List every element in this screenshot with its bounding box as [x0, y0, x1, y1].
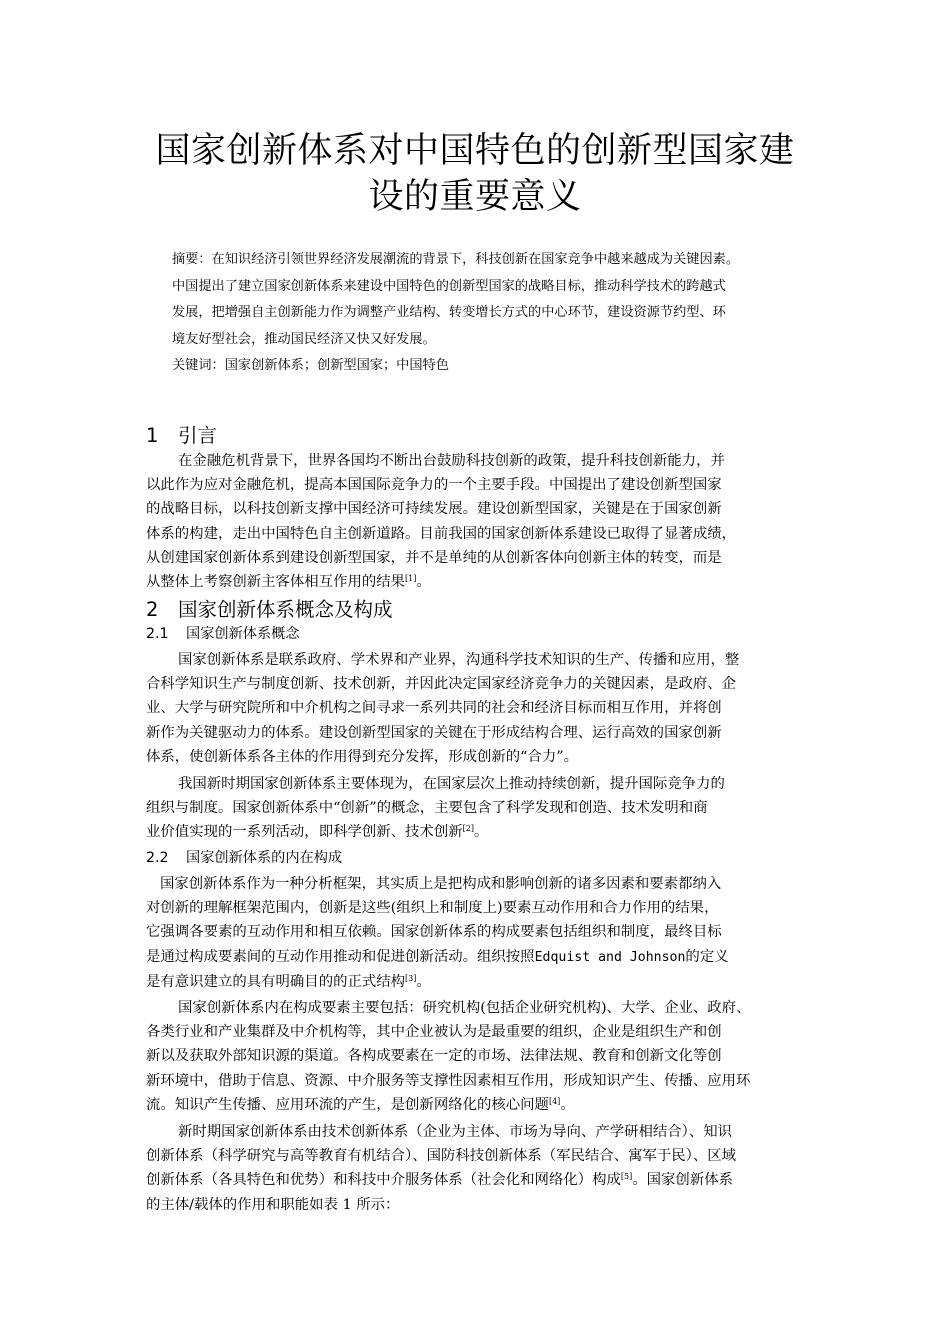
citation-ref: [2] — [462, 824, 474, 834]
text-line: 国家创新体系是联系政府、学术界和产业界，沟通科学技术知识的生产、传播和应用，整 — [178, 652, 740, 668]
text-line: 体系的构建，走出中国特色自主创新道路。目前我国的国家创新体系建设已取得了显著成绩， — [146, 525, 737, 542]
text-run: 业价值实现的一系列活动，即科学创新、技术创新 — [146, 824, 463, 841]
text-line: 对创新的理解框架范围内，创新是这些(组织上和制度上)要素互动作用和合力作用的结果， — [146, 900, 719, 917]
text-line — [146, 820, 810, 844]
text-line: 我国新时期国家创新体系主要体现为，在国家层次上推动持续创新，提升国际竞争力的 — [178, 776, 725, 792]
subsection-2-1-paragraph-2 — [146, 772, 810, 845]
keywords: 关键词：国家创新体系；创新型国家；中国特色 — [172, 358, 449, 373]
abstract-line: 境友好型社会，推动国民经济又快又好发展。 — [172, 331, 436, 347]
citation-ref: [3] — [405, 973, 417, 983]
text-run: 是通过构成要素间的互动作用推动和促进创新活动。组织按照 — [146, 948, 535, 965]
text-run: 。 — [473, 824, 489, 841]
text-line — [146, 945, 810, 970]
subsection-2-1-paragraph-1 — [146, 648, 810, 769]
text-line: 业、大学与研究院所和中介机构之间寻求一系列共同的社会和经济目标而相互作用，并将创 — [146, 700, 722, 717]
text-run: 是有意识建立的具有明确目的的正式结构 — [146, 973, 406, 990]
text-run: 。 — [416, 574, 431, 591]
citation-ref: [5] — [620, 1172, 633, 1182]
citation-ref: [1] — [405, 574, 417, 584]
section-1-paragraph — [146, 449, 810, 594]
section-1-heading — [146, 423, 217, 449]
subsection-title: 国家创新体系概念 — [186, 626, 300, 642]
text-run: 的定义 — [685, 948, 729, 965]
subsection-title: 国家创新体系的内在构成 — [186, 850, 343, 866]
text-line — [146, 970, 810, 994]
abstract-line: 发展，把增强自主创新能力作为调整产业结构、转变增长方式的中心环节，建设资源节约型、环 — [172, 305, 726, 320]
text-line — [146, 1168, 810, 1192]
text-line: 的主体/载体的作用和职能如表 1 所示： — [146, 1196, 400, 1213]
citation-ref: [4] — [548, 1096, 561, 1106]
subsection-2-2-heading — [146, 848, 342, 868]
text-line: 新作为关键驱动力的体系。建设创新型国家的关键在于形成结构合理、运行高效的国家创新 — [146, 724, 722, 741]
section-title: 引言 — [178, 424, 218, 447]
text-line: 体系，使创新体系各主体的作用得到充分发挥，形成创新的“合力”。 — [146, 748, 579, 765]
subsection-number: 2.1 — [146, 626, 169, 642]
text-run: 。 — [416, 973, 431, 990]
author-names: Edquist and Johnson — [534, 949, 686, 965]
section-2-heading — [146, 597, 393, 623]
section-number: 1 — [146, 424, 159, 447]
subsection-number: 2.2 — [146, 850, 169, 866]
text-line: 组织与制度。国家创新体系中“创新”的概念，主要包含了科学发现和创造、技术发明和商 — [146, 800, 708, 817]
text-line: 从创建国家创新体系到建设创新型国家，并不是单纯的从创新客体向创新主体的转变，而是 — [146, 549, 722, 566]
subsection-2-2-paragraph-3 — [146, 1120, 810, 1217]
text-run: 。国家创新体系 — [632, 1172, 733, 1189]
text-line — [146, 570, 810, 594]
abstract-line: 中国提出了建立国家创新体系来建设中国特色的创新型国家的战略目标，推动科学技术的跨越式 — [172, 278, 726, 294]
text-line: 它强调各要素的互动作用和相互依赖。国家创新体系的构成要素包括组织和制度，最终目标 — [146, 924, 722, 941]
text-run: 创新体系（各具特色和优势）和科技中介服务体系（社会化和网络化）构成 — [146, 1172, 621, 1189]
text-line: 合科学知识生产与制度创新、技术创新，并因此决定国家经济竞争力的关键因素，是政府、企 — [146, 676, 737, 693]
text-line: 国家创新体系内在构成要素主要包括：研究机构(包括企业研究机构)、大学、企业、政府、 — [178, 1000, 751, 1016]
text-line — [146, 1093, 810, 1117]
text-line: 在金融危机背景下，世界各国均不断出台鼓励科技创新的政策，提升科技创新能力，并 — [178, 453, 725, 469]
subsection-2-2-paragraph-1 — [146, 872, 810, 994]
document-title-line-2: 设的重要意义 — [368, 177, 582, 217]
subsection-2-2-paragraph-2 — [146, 996, 810, 1117]
document-title-line-1: 国家创新体系对中国特色的创新型国家建 — [155, 131, 795, 171]
text-run: 从整体上考察创新主客体相互作用的结果 — [146, 574, 406, 591]
text-line: 创新体系（科学研究与高等教育有机结合）、国防科技创新体系（军民结合、寓军于民）、区域 — [146, 1148, 737, 1165]
text-run: 流。知识产生传播、应用环流的产生，是创新网络化的核心问题 — [146, 1096, 549, 1113]
text-line: 以此作为应对金融危机，提高本国国际竞争力的一个主要手段。中国提出了建设创新型国家 — [146, 477, 722, 494]
text-run: 。 — [560, 1096, 575, 1113]
text-line: 新时期国家创新体系由技术创新体系（企业为主体、市场为导向、产学研相结合）、知识 — [178, 1124, 733, 1140]
section-number: 2 — [146, 598, 159, 621]
text-line: 国家创新体系作为一种分析框架，其实质上是把构成和影响创新的诸多因素和要素都纳入 — [160, 876, 722, 892]
text-line: 各类行业和产业集群及中介机构等，其中企业被认为是最重要的组织，企业是组织生产和创 — [146, 1024, 722, 1041]
text-line: 新环境中，借助于信息、资源、中介服务等支撑性因素相互作用，形成知识产生、传播、应用环 — [146, 1072, 751, 1089]
text-line: 的战略目标，以科技创新支撑中国经济可持续发展。建设创新型国家，关键是在于国家创新 — [146, 501, 722, 518]
abstract — [172, 247, 792, 380]
section-title: 国家创新体系概念及构成 — [178, 598, 393, 621]
subsection-2-1-heading — [146, 624, 300, 644]
abstract-line: 摘要：在知识经济引领世界经济发展潮流的背景下，科技创新在国家竞争中越来越成为关键因素。 — [172, 252, 740, 267]
text-line: 新以及获取外部知识源的渠道。各构成要素在一定的市场、法律法规、教育和创新文化等创 — [146, 1048, 722, 1065]
